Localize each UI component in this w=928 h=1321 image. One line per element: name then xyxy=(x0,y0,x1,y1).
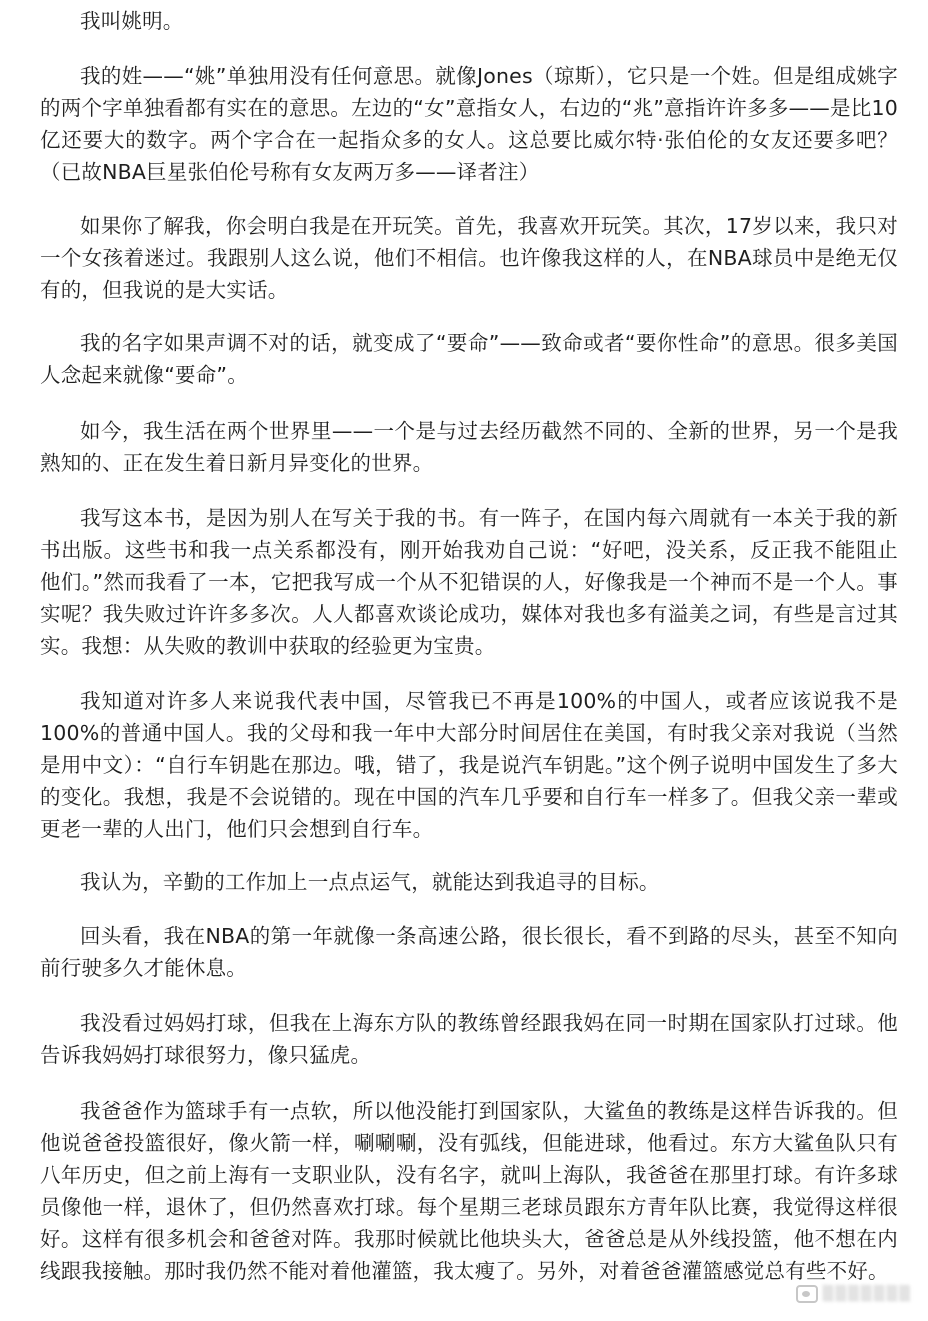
weibo-logo-icon xyxy=(796,1285,818,1303)
watermark xyxy=(796,1283,912,1305)
watermark-text: ▒▒▒▒▒▒▒ xyxy=(822,1286,912,1302)
paragraph-4: 我的名字如果声调不对的话，就变成了“要命”——致命或者“要你性命”的意思。很多美国人念起来就像“要命”。 xyxy=(40,331,898,387)
paragraph-5: 如今，我生活在两个世界里——一个是与过去经历截然不同的、全新的世界，另一个是我熟知的、正在发生着日新月异变化的世界。 xyxy=(40,419,898,475)
paragraph-6: 我写这本书，是因为别人在写关于我的书。有一阵子，在国内每六周就有一本关于我的新书出版。这些书和我一点关系都没有，刚开始我劝自己说：“好吧，没关系，反正我不能阻止他们。”然而我看了一本，它把我写成一个从不犯错误的人，好像我是一个神而不是一个人。事实呢？我失败过许许多多次。人人都喜欢谈论成功，媒体对我也多有溢美之词，有些是言过其实。我想：从失败的教训中获取的经验更为宝贵。 xyxy=(40,506,898,658)
paragraph-11: 我爸爸作为篮球手有一点软，所以他没能打到国家队，大鲨鱼的教练是这样告诉我的。但他说爸爸投篮很好，像火箭一样，唰唰唰，没有弧线，但能进球，他看过。东方大鲨鱼队只有八年历史，但之前上海有一支职业队，没有名字，就叫上海队，我爸爸在那里打球。有许多球员像他一样，退休了，但仍然喜欢打球。每个星期三老球员跟东方青年队比赛，我觉得这样很好。这样有很多机会和爸爸对阵。我那时候就比他块头大，爸爸总是从外线投篮，他不想在内线跟我接触。那时我仍然不能对着他灌篮，我太瘦了。另外，对着爸爸灌篮感觉总有些不好。 xyxy=(40,1099,898,1283)
paragraph-7: 我知道对许多人来说我代表中国，尽管我已不再是100%的中国人，或者应该说我不是100%的普通中国人。我的父母和我一年中大部分时间居住在美国，有时我父亲对我说（当然是用中文）：“自行车钥匙在那边。哦，错了，我是说汽车钥匙。”这个例子说明中国发生了多大的变化。我想，我是不会说错的。现在中国的汽车几乎要和自行车一样多了。但我父亲一辈或更老一辈的人出门，他们只会想到自行车。 xyxy=(40,689,898,841)
paragraph-9: 回头看，我在NBA的第一年就像一条高速公路，很长很长，看不到路的尽头，甚至不知向前行驶多久才能休息。 xyxy=(40,924,898,980)
paragraph-2: 我的姓——“姚”单独用没有任何意思。就像Jones（琼斯），它只是一个姓。但是组成姚字的两个字单独看都有实在的意思。左边的“女”意指女人，右边的“兆”意指许许多多——是比10亿还要大的数字。两个字合在一起指众多的女人。这总要比威尔特·张伯伦的女友还要多吧？（已故NBA巨星张伯伦号称有女友两万多——译者注） xyxy=(40,64,898,184)
paragraph-1: 我叫姚明。 xyxy=(80,9,184,33)
paragraph-3: 如果你了解我，你会明白我是在开玩笑。首先，我喜欢开玩笑。其次，17岁以来，我只对一个女孩着迷过。我跟别人这么说，他们不相信。也许像我这样的人，在NBA球员中是绝无仅有的，但我说的是大实话。 xyxy=(40,214,898,302)
paragraph-10: 我没看过妈妈打球，但我在上海东方队的教练曾经跟我妈在同一时期在国家队打过球。他告诉我妈妈打球很努力，像只猛虎。 xyxy=(40,1011,898,1067)
paragraph-8: 我认为，辛勤的工作加上一点点运气，就能达到我追寻的目标。 xyxy=(80,870,660,894)
